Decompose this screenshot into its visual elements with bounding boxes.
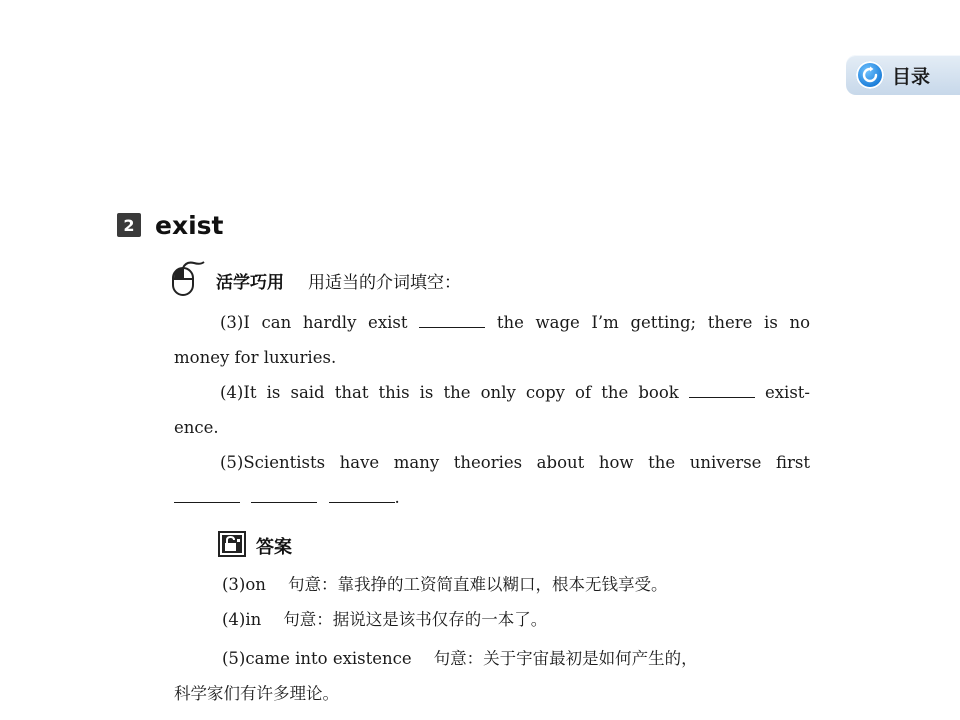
question-text: Scientists have many theories about how the universe first (243, 453, 810, 472)
mouse-icon (170, 260, 206, 300)
answer-5 (222, 645, 698, 669)
refresh-icon (856, 61, 884, 89)
answer-blank[interactable] (251, 488, 317, 503)
question-text: It is said that this is the only copy of the book (243, 383, 679, 402)
answer-number: (5) (222, 649, 246, 668)
question-4-line2: ence. (174, 418, 219, 437)
question-3-line1 (174, 313, 810, 332)
answer-4 (222, 606, 547, 630)
section-header (117, 210, 223, 240)
question-end-punct: . (394, 488, 400, 507)
question-5-line2 (174, 488, 400, 507)
answer-note: 句意：关于宇宙最初是如何产生的， (433, 649, 698, 668)
question-text: the wage I’m getting; there is no (496, 313, 811, 332)
answer-blank[interactable] (174, 488, 240, 503)
answer-note: 句意：靠我挣的工资简直难以糊口，根本无钱享受。 (287, 575, 668, 594)
question-number: (3) (220, 313, 244, 332)
question-text: exist- (764, 383, 810, 402)
answer-number: (3) (222, 575, 246, 594)
section-word: exist (155, 210, 224, 240)
question-3-line2: money for luxuries. (174, 348, 337, 367)
toc-label: 目录 (892, 65, 931, 88)
unlock-icon (218, 531, 246, 561)
question-4-line1 (174, 383, 810, 402)
answer-value: in (245, 610, 262, 629)
answer-5-line2: 科学家们有许多理论。 (174, 684, 339, 703)
practice-instruction: 用适当的介词填空： (308, 272, 461, 293)
question-number: (5) (220, 453, 244, 472)
answer-value: came into existence (245, 649, 412, 668)
practice-heading (170, 262, 461, 298)
answer-blank[interactable] (419, 313, 485, 328)
answer-3 (222, 571, 667, 595)
toc-button[interactable] (846, 55, 960, 95)
section-number: 2 (117, 213, 141, 237)
answer-value: on (245, 575, 266, 594)
question-5-line1 (174, 453, 810, 472)
answer-number: (4) (222, 610, 246, 629)
answer-note: 句意：据说这是该书仅存的一本了。 (283, 610, 548, 629)
question-text: I can hardly exist (243, 313, 408, 332)
question-number: (4) (220, 383, 244, 402)
answer-blank[interactable] (689, 383, 755, 398)
answer-blank[interactable] (329, 488, 395, 503)
answer-heading (218, 532, 292, 560)
practice-title: 活学巧用 (216, 272, 284, 293)
answer-title: 答案 (256, 537, 292, 558)
